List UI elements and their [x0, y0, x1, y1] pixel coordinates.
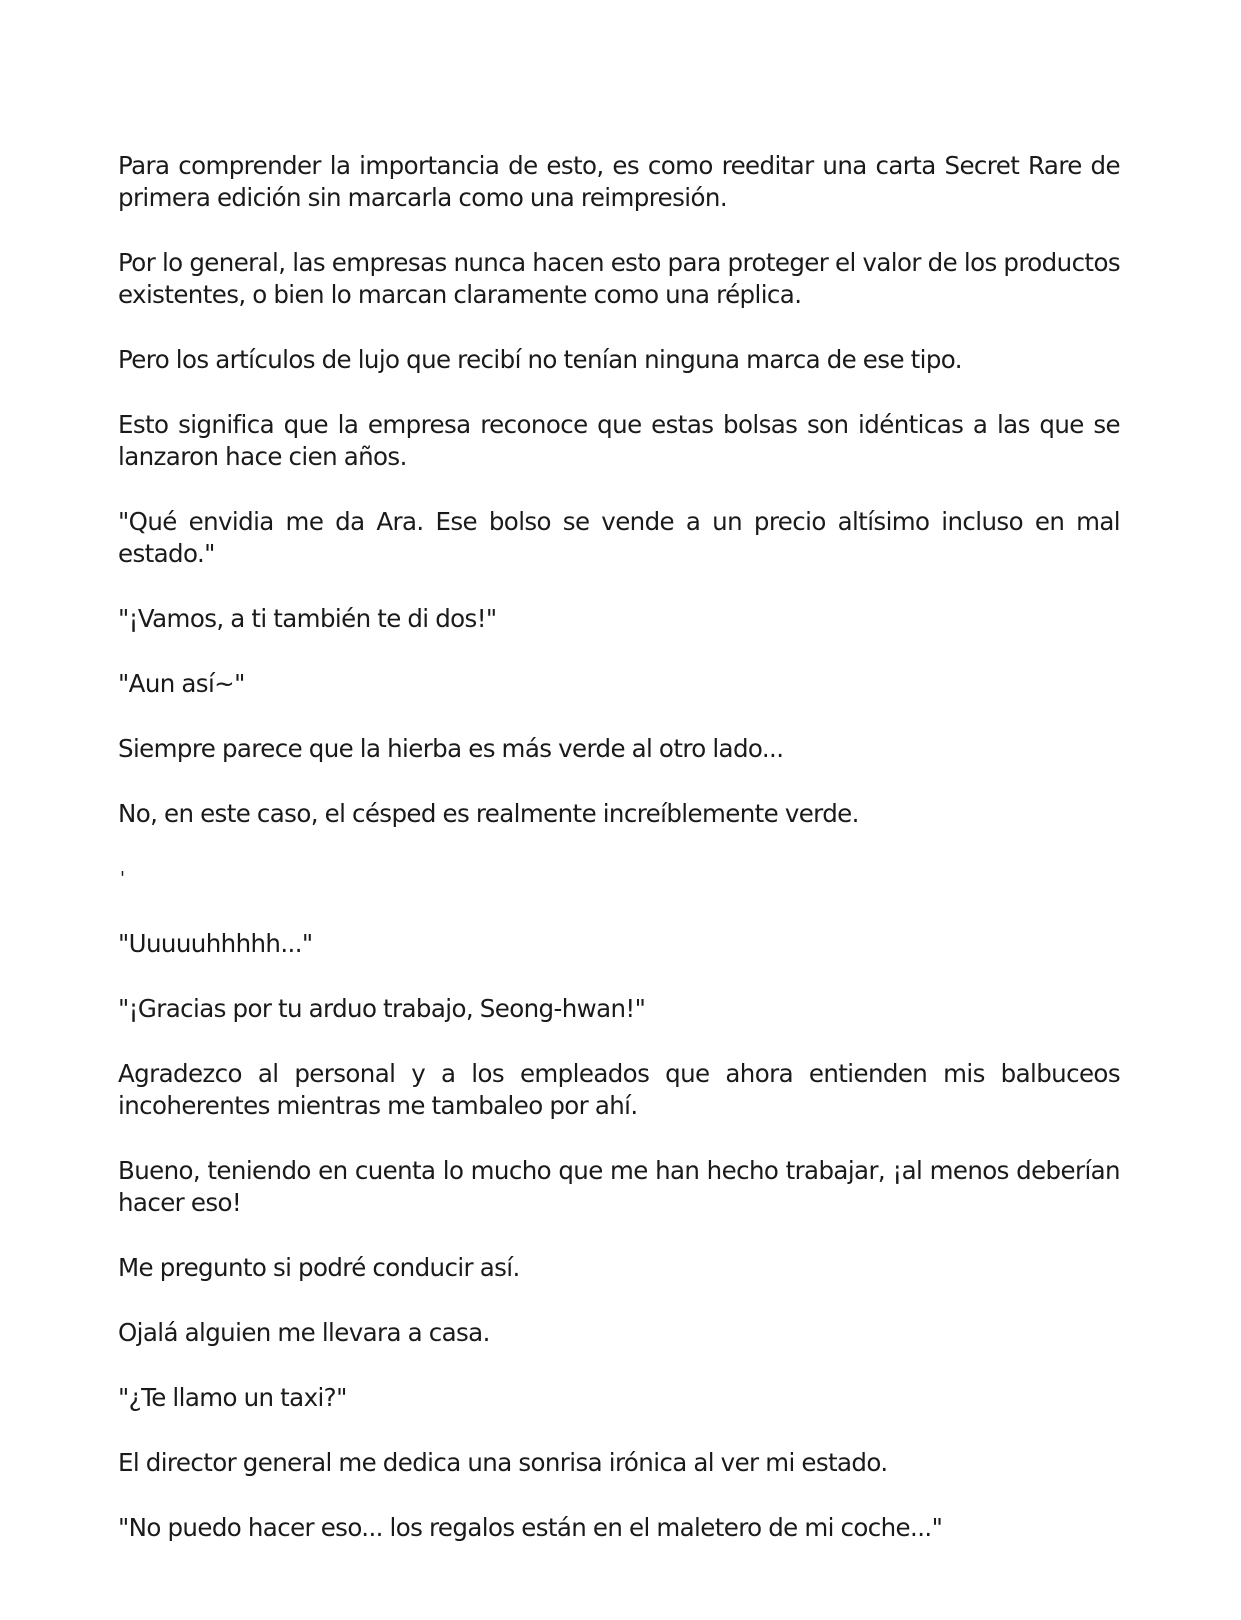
- paragraph-6: "¡Vamos, a ti también te di dos!": [118, 604, 497, 633]
- paragraph-13: Bueno, teniendo en cuenta lo mucho que me han hecho trabajar, ¡al menos deberían hacer eso!: [118, 1156, 1120, 1217]
- paragraph-7: "Aun así~": [118, 669, 245, 698]
- paragraph-18: "No puedo hacer eso... los regalos están en el maletero de mi coche...": [118, 1513, 943, 1542]
- paragraph-8: Siempre parece que la hierba es más verde al otro lado...: [118, 734, 784, 763]
- body-text: [118, 150, 1120, 1577]
- paragraph-11: "¡Gracias por tu arduo trabajo, Seong-hwan!": [118, 994, 646, 1023]
- paragraph-17: El director general me dedica una sonrisa irónica al ver mi estado.: [118, 1448, 888, 1477]
- paragraph-14: Me pregunto si podré conducir así.: [118, 1253, 520, 1282]
- paragraph-5: "Qué envidia me da Ara. Ese bolso se vende a un precio altísimo incluso en mal estado.": [118, 507, 1120, 568]
- paragraph-16: "¿Te llamo un taxi?": [118, 1383, 347, 1412]
- paragraph-2: Por lo general, las empresas nunca hacen esto para proteger el valor de los productos existentes, o bien lo marcan claramente como una réplica.: [118, 248, 1120, 309]
- paragraph-1: Para comprender la importancia de esto, es como reeditar una carta Secret Rare de primera edición sin marcarla como una reimpresión.: [118, 151, 1120, 212]
- paragraph-3: Pero los artículos de lujo que recibí no tenían ninguna marca de ese tipo.: [118, 345, 962, 374]
- paragraph-12: Agradezco al personal y a los empleados que ahora entienden mis balbuceos incoherentes mientras me tambaleo por ahí.: [118, 1059, 1120, 1120]
- paragraph-10: "Uuuuuhhhhh...": [118, 929, 313, 958]
- paragraph-9: No, en este caso, el césped es realmente increíblemente verde.: [118, 799, 859, 828]
- paragraph-15: Ojalá alguien me llevara a casa.: [118, 1318, 490, 1347]
- paragraph-4: Esto significa que la empresa reconoce que estas bolsas son idénticas a las que se lanzaron hace cien años.: [118, 410, 1120, 471]
- stray-apostrophe: ': [120, 868, 125, 889]
